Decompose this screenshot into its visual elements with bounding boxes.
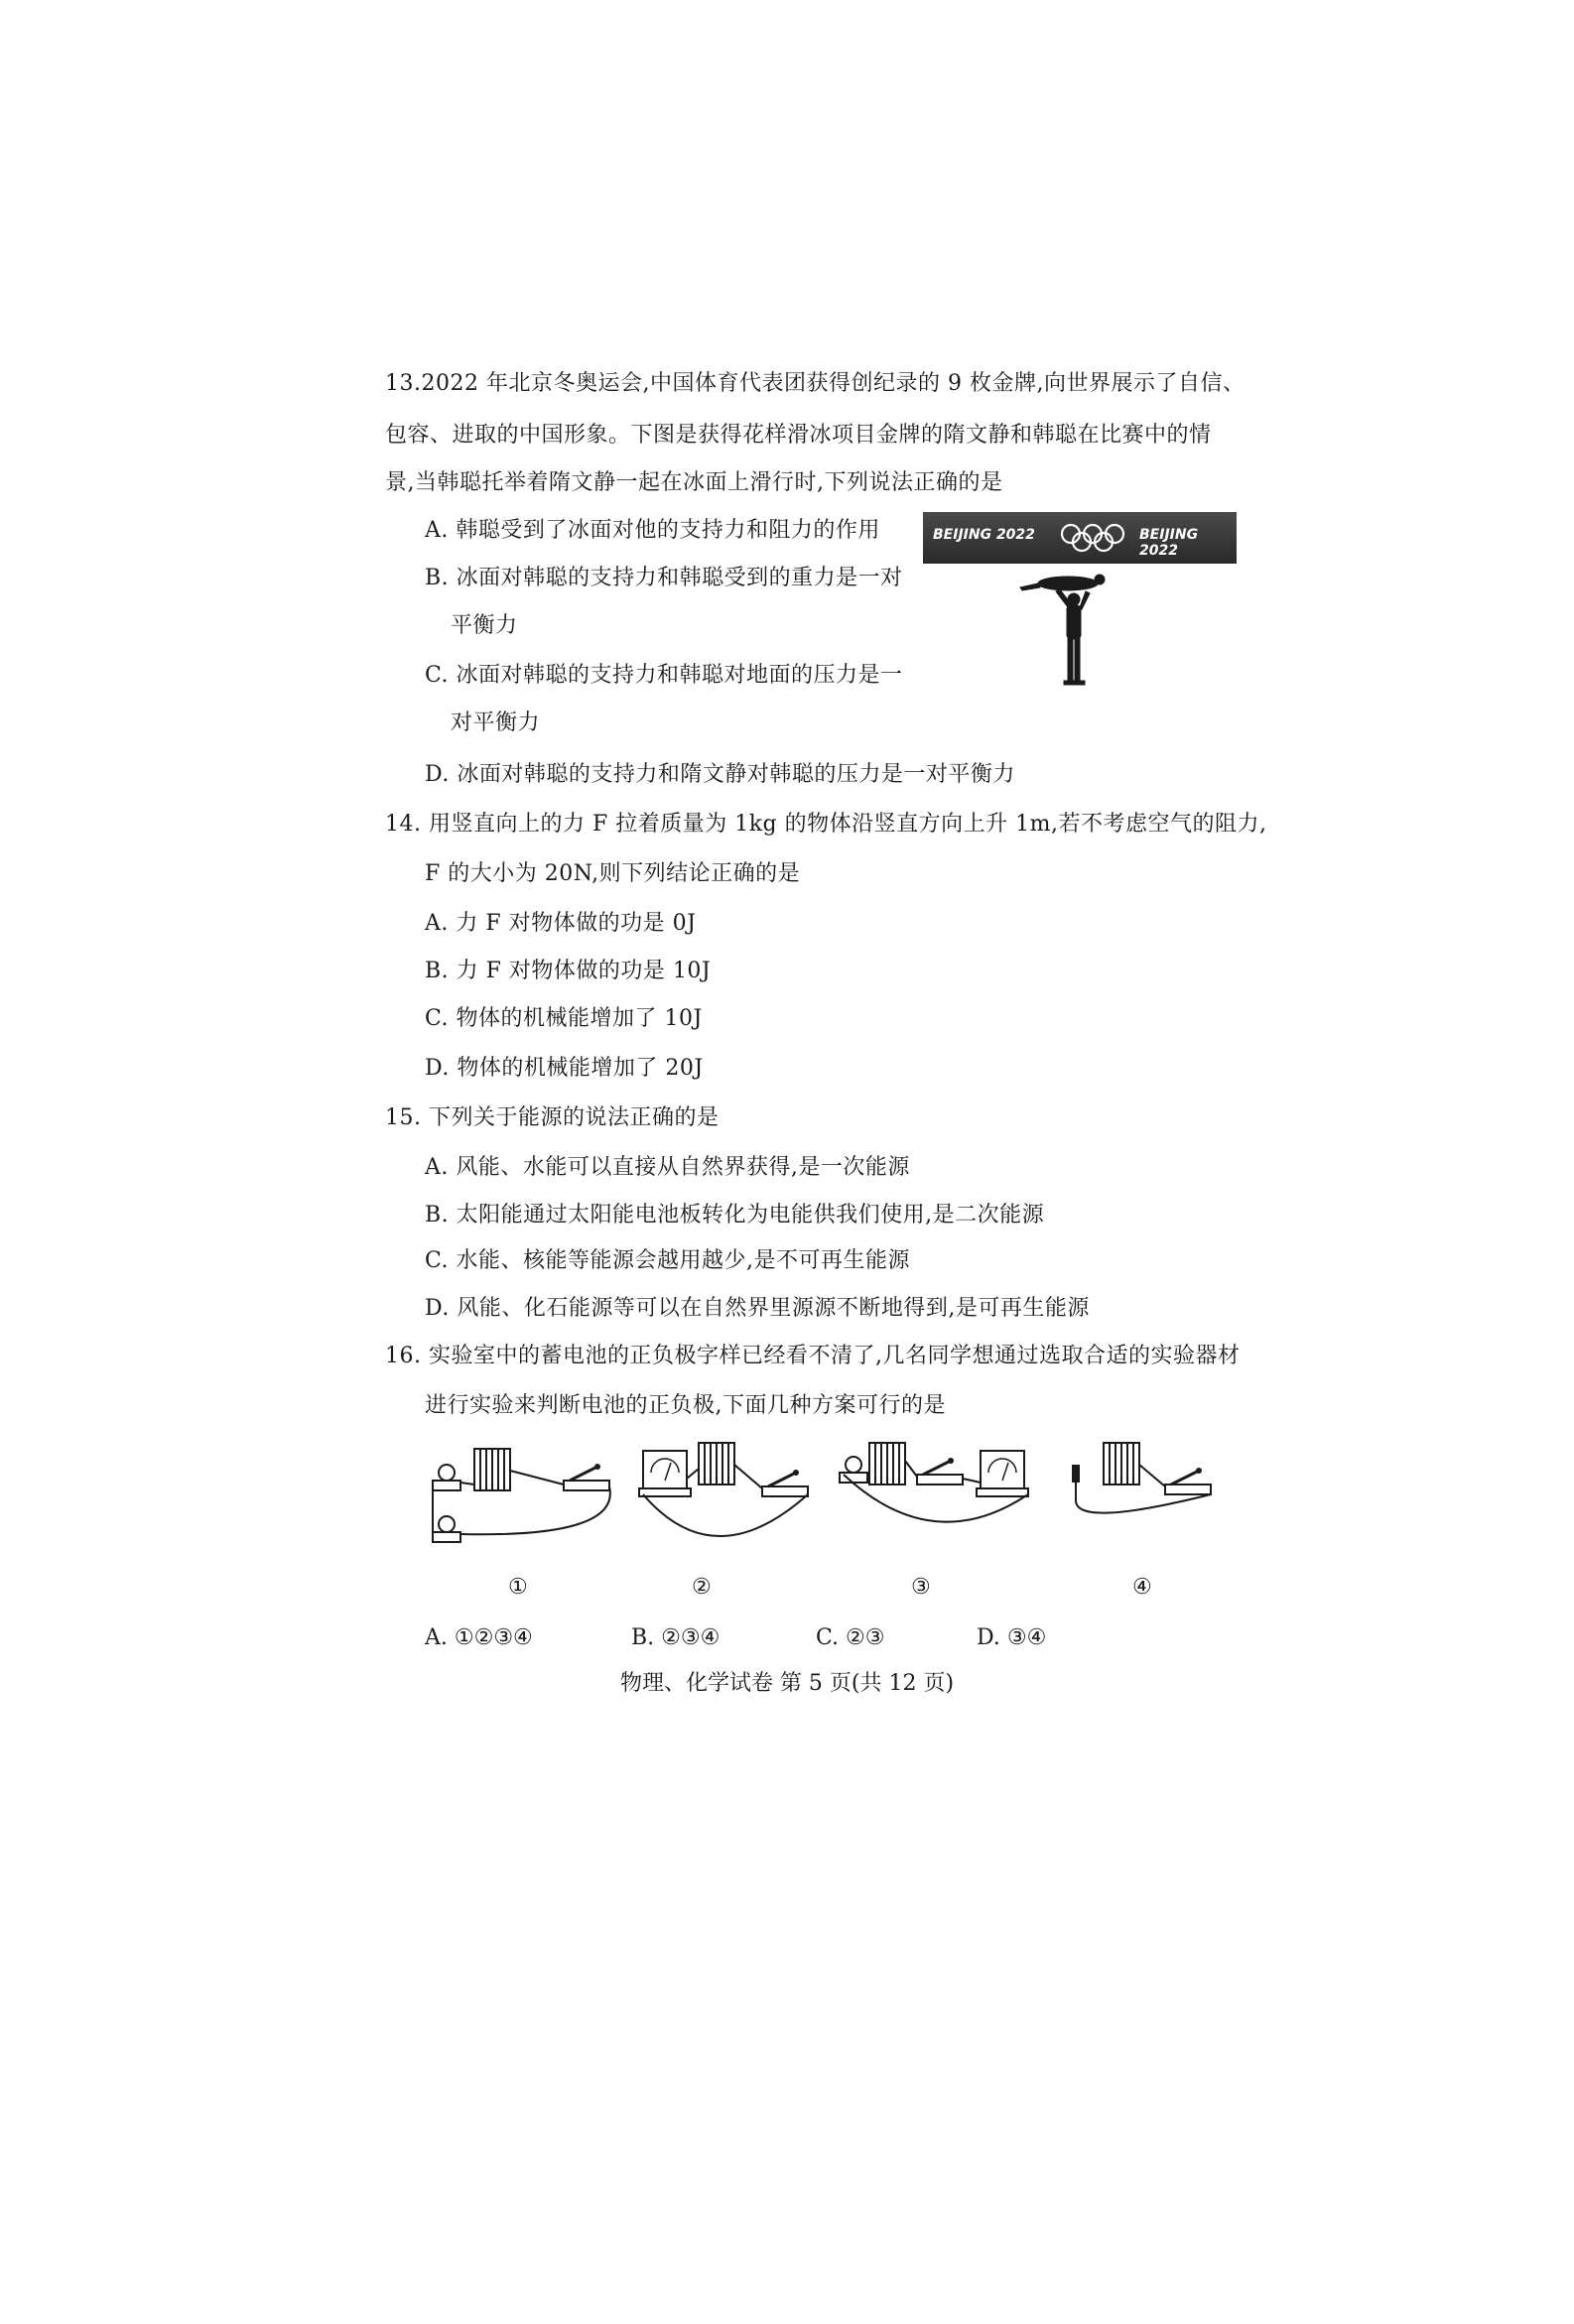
q16-option-c: C. ②③ (816, 1625, 885, 1650)
q15-option-d: D. 风能、化石能源等可以在自然界里源源不断地得到,是可再生能源 (425, 1296, 1090, 1321)
q14-option-a: A. 力 F 对物体做的功是 0J (425, 911, 697, 936)
q13-stem-line1: 13.2022 年北京冬奥运会,中国体育代表团获得创纪录的 9 枚金牌,向世界展示了自信、 (385, 371, 1246, 396)
q16-option-b: B. ②③④ (631, 1625, 721, 1650)
q14-option-b: B. 力 F 对物体做的功是 10J (425, 959, 712, 983)
circuit-diagrams (417, 1429, 1231, 1578)
q13-stem-line2: 包容、进取的中国形象。下图是获得花样滑冰项目金牌的隋文静和韩聪在比赛中的情 (385, 423, 1212, 448)
q16-option-a: A. ①②③④ (425, 1625, 533, 1650)
circuit-label-3: ③ (911, 1575, 931, 1600)
q14-stem-line1: 14. 用竖直向上的力 F 拉着质量为 1kg 的物体沿竖直方向上升 1m,若不考虑空气的阻力, (385, 812, 1267, 837)
q13-stem-line3: 景,当韩聪托举着隋文静一起在冰面上滑行时,下列说法正确的是 (385, 470, 1003, 495)
circuit-label-4: ④ (1132, 1575, 1152, 1600)
page-footer: 物理、化学试卷 第 5 页(共 12 页) (619, 1671, 955, 1696)
figure-skaters-photo (1012, 566, 1121, 695)
q16-stem-line1: 16. 实验室中的蓄电池的正负极字样已经看不清了,几名同学想通过选取合适的实验器材 (385, 1344, 1241, 1368)
circuit-label-2: ② (692, 1575, 712, 1600)
circuit-label-1: ① (508, 1575, 528, 1600)
circuit-2 (639, 1443, 808, 1536)
olympic-banner (923, 512, 1237, 564)
banner-text-left: BEIJING 2022 (933, 527, 1035, 543)
q13-option-b: B. 冰面对韩聪的支持力和韩聪受到的重力是一对 (425, 566, 903, 590)
q13-option-a: A. 韩聪受到了冰面对他的支持力和阻力的作用 (425, 518, 880, 543)
q14-option-c: C. 物体的机械能增加了 10J (425, 1006, 703, 1031)
olympic-rings-icon (1058, 522, 1127, 554)
q15-option-b: B. 太阳能通过太阳能电池板转化为电能供我们使用,是二次能源 (425, 1203, 1045, 1227)
q14-stem-line2: F 的大小为 20N,则下列结论正确的是 (425, 861, 801, 886)
q15-option-c: C. 水能、核能等能源会越用越少,是不可再生能源 (425, 1248, 911, 1273)
circuit-1 (433, 1449, 610, 1542)
q15-option-a: A. 风能、水能可以直接从自然界获得,是一次能源 (425, 1155, 910, 1180)
q13-option-b-cont: 平衡力 (451, 613, 518, 638)
circuit-4 (1072, 1443, 1211, 1513)
q16-option-d: D. ③④ (977, 1625, 1047, 1650)
q16-stem-line2: 进行实验来判断电池的正负极,下面几种方案可行的是 (425, 1393, 946, 1418)
q13-option-d: D. 冰面对韩聪的支持力和隋文静对韩聪的压力是一对平衡力 (425, 762, 1015, 787)
q13-option-c: C. 冰面对韩聪的支持力和韩聪对地面的压力是一 (425, 663, 903, 688)
banner-text-right: BEIJING 2022 (1139, 527, 1199, 559)
q13-option-c-cont: 对平衡力 (451, 710, 541, 735)
circuit-3 (840, 1443, 1028, 1522)
q14-option-d: D. 物体的机械能增加了 20J (425, 1056, 704, 1081)
q15-stem: 15. 下列关于能源的说法正确的是 (385, 1105, 720, 1130)
